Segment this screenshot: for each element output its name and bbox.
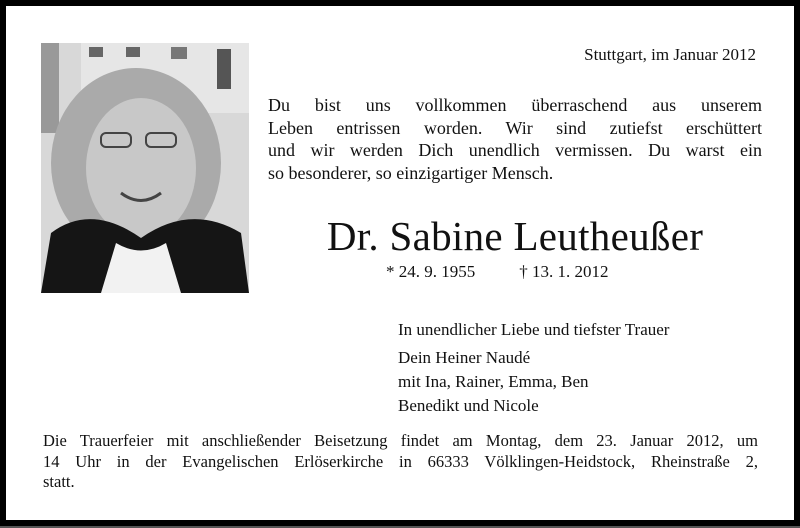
funeral-info	[43, 431, 758, 493]
mourners-intro: In unendlicher Liebe und tiefster Trauer	[398, 320, 670, 339]
mourner-line: Dein Heiner Naudé	[398, 348, 531, 367]
funeral-line: 14 Uhr in der Evangelischen Erlöserkirche in 66333 Völklingen-Heidstock, Rheinstraße 2,	[43, 451, 758, 471]
place-date: Stuttgart, im Januar 2012	[584, 45, 756, 64]
funeral-line: Die Trauerfeier mit anschließender Beisetzung findet am Montag, dem 23. Januar 2012, um	[43, 431, 758, 450]
deceased-name: Dr. Sabine Leutheußer	[326, 213, 704, 259]
birth-date: * 24. 9. 1955	[386, 262, 476, 281]
mourner-line: mit Ina, Rainer, Emma, Ben	[398, 372, 589, 391]
mourner-line: Benedikt und Nicole	[398, 396, 539, 415]
portrait-photo	[41, 43, 249, 293]
life-dates	[386, 262, 653, 282]
death-date: † 13. 1. 2012	[519, 262, 609, 281]
memorial-quote	[268, 94, 762, 184]
quote-line: Leben entrissen worden. Wir sind zutiefst erschüttert	[268, 117, 762, 138]
quote-line: und wir werden Dich unendlich vermissen. Du warst ein	[268, 140, 762, 160]
quote-line: Du bist uns vollkommen überraschend aus unserem	[268, 95, 762, 115]
mourners	[398, 318, 669, 418]
funeral-line: statt.	[43, 472, 75, 491]
quote-line: so besonderer, so einzigartiger Mensch.	[268, 162, 554, 183]
